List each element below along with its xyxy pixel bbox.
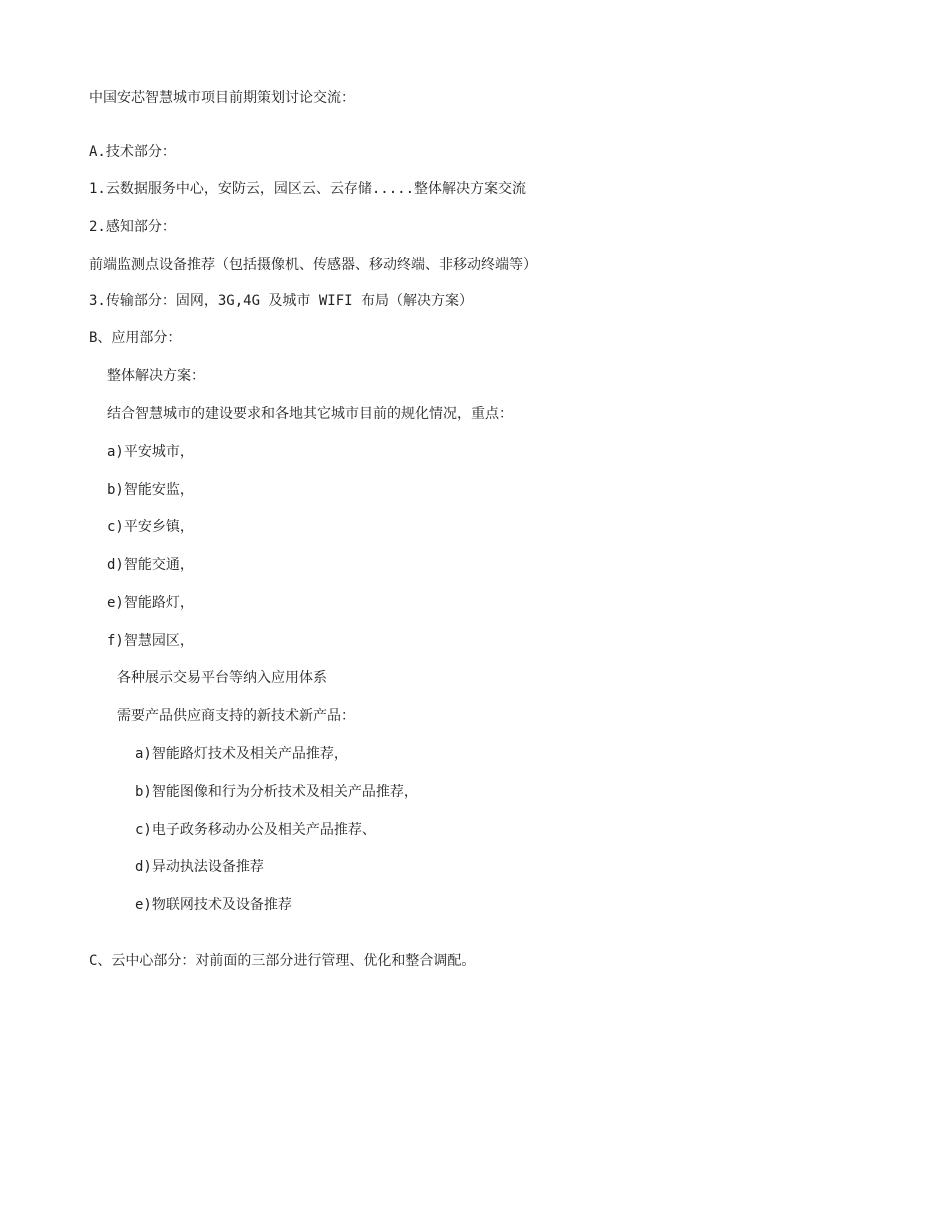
focus-item-d: d)智能交通，: [107, 557, 194, 573]
section-a-item-2-detail: 前端监测点设备推荐（包括摄像机、传感器、移动终端、非移动终端等）: [89, 257, 537, 273]
focus-item-a: a)平安城市，: [107, 444, 194, 460]
focus-item-c: c)平安乡镇，: [107, 519, 194, 535]
section-a-item-1: 1.云数据服务中心，安防云，园区云、云存储.....整体解决方案交流: [89, 181, 526, 197]
document-title: 中国安芯智慧城市项目前期策划讨论交流：: [89, 90, 355, 106]
focus-item-b: b)智能安监，: [107, 482, 194, 498]
section-b-heading: B、应用部分：: [89, 330, 182, 346]
section-b-overall: 整体解决方案：: [107, 368, 205, 384]
product-item-d: d)异动执法设备推荐: [135, 859, 264, 875]
focus-item-f: f)智慧园区，: [107, 633, 194, 649]
section-b-platform: 各种展示交易平台等纳入应用体系: [117, 670, 327, 686]
section-a-heading: A.技术部分：: [89, 144, 176, 160]
section-b-new-products-intro: 需要产品供应商支持的新技术新产品：: [117, 708, 355, 724]
product-item-a: a)智能路灯技术及相关产品推荐，: [135, 746, 348, 762]
section-a-item-2: 2.感知部分：: [89, 219, 176, 235]
section-a-item-3: 3.传输部分：固网，3G,4G 及城市 WIFI 布局（解决方案）: [89, 293, 474, 309]
section-b-intro: 结合智慧城市的建设要求和各地其它城市目前的规化情况，重点：: [107, 406, 513, 422]
product-item-e: e)物联网技术及设备推荐: [135, 897, 292, 913]
section-c-heading: C、云中心部分：对前面的三部分进行管理、优化和整合调配。: [89, 953, 476, 969]
focus-item-e: e)智能路灯，: [107, 595, 194, 611]
product-item-b: b)智能图像和行为分析技术及相关产品推荐，: [135, 784, 418, 800]
product-item-c: c)电子政务移动办公及相关产品推荐、: [135, 822, 376, 838]
